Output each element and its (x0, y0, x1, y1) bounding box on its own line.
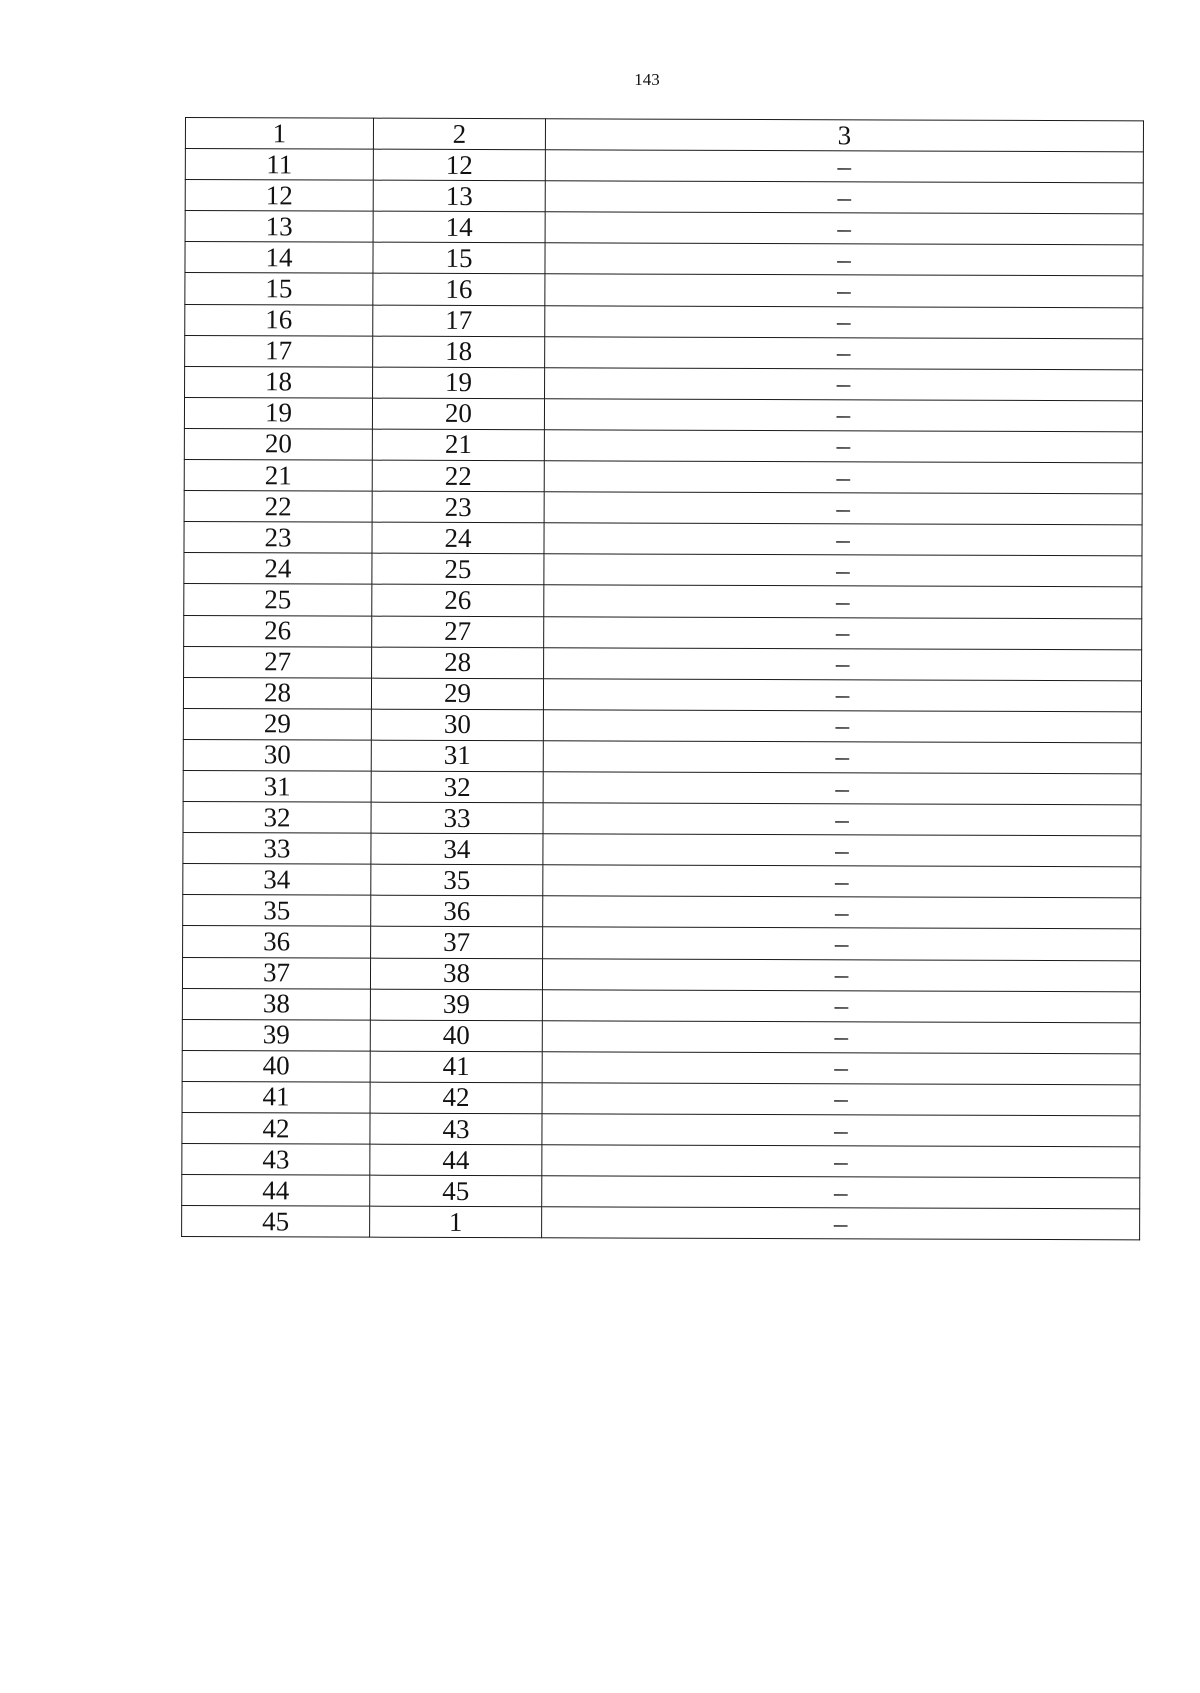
table-cell-col-1: 13 (185, 211, 373, 243)
table-row (185, 180, 1143, 214)
table-cell-col-1: 42 (182, 1112, 370, 1144)
table-row (182, 988, 1140, 1022)
table-cell-col-1: 23 (184, 522, 372, 554)
table-cell-col-1: 20 (184, 428, 372, 460)
table-cell-col-1: 44 (182, 1175, 370, 1207)
table-cell-col-2: 34 (371, 833, 543, 865)
table-cell-col-1: 21 (184, 460, 372, 492)
table-cell-col-3: – (542, 1176, 1140, 1209)
table-cell-col-3: – (544, 523, 1142, 556)
table-cell-col-1: 27 (184, 646, 372, 678)
table-cell-col-2: 32 (371, 771, 543, 803)
table-row (182, 1206, 1140, 1240)
table-cell-col-1: 45 (182, 1206, 370, 1238)
table-cell-col-3: – (544, 585, 1142, 618)
table-row (185, 366, 1143, 400)
table-cell-col-2: 26 (372, 585, 544, 617)
table-row (183, 802, 1141, 836)
table-cell-col-3: – (543, 772, 1141, 805)
table-row (182, 1112, 1140, 1146)
header-cell-col-3: 3 (545, 119, 1143, 152)
table-cell-col-3: – (543, 678, 1141, 711)
table-cell-col-2: 27 (372, 616, 544, 648)
table-cell-col-1: 14 (185, 242, 373, 274)
table-cell-col-2: 14 (373, 211, 545, 243)
table-cell-col-1: 35 (183, 895, 371, 927)
table-row (185, 242, 1143, 276)
table-cell-col-2: 36 (371, 895, 543, 927)
table-cell-col-2: 13 (373, 180, 545, 212)
table-cell-col-2: 35 (371, 864, 543, 896)
table-cell-col-1: 41 (182, 1081, 370, 1113)
table-row (182, 1144, 1140, 1178)
table-cell-col-2: 38 (370, 958, 542, 990)
table-cell-col-2: 28 (372, 647, 544, 679)
table-cell-col-3: – (543, 865, 1141, 898)
table-row (185, 149, 1143, 183)
table-cell-col-2: 12 (373, 149, 545, 181)
table-cell-col-1: 26 (184, 615, 372, 647)
table-cell-col-3: – (544, 461, 1142, 494)
table-cell-col-3: – (543, 896, 1141, 929)
table-row (184, 428, 1142, 462)
table-cell-col-3: – (545, 243, 1143, 276)
table-row (185, 273, 1143, 307)
table-cell-col-3: – (544, 616, 1142, 649)
table-row (184, 522, 1142, 556)
table-cell-col-3: – (545, 181, 1143, 214)
table-cell-col-2: 25 (372, 553, 544, 585)
table-cell-col-2: 30 (371, 709, 543, 741)
table-cell-col-2: 44 (370, 1144, 542, 1176)
table-cell-col-2: 24 (372, 522, 544, 554)
table-cell-col-1: 33 (183, 833, 371, 865)
table-cell-col-3: – (542, 1083, 1140, 1116)
table-cell-col-3: – (542, 1052, 1140, 1085)
table-cell-col-1: 18 (185, 366, 373, 398)
table-row (182, 1019, 1140, 1053)
data-table (181, 117, 1144, 1241)
table-row (184, 615, 1142, 649)
table-row (183, 739, 1141, 773)
table-cell-col-1: 38 (182, 988, 370, 1020)
table-cell-col-3: – (542, 1145, 1140, 1178)
table-cell-col-3: – (543, 834, 1141, 867)
table-cell-col-2: 42 (370, 1082, 542, 1114)
table-cell-col-3: – (542, 1207, 1140, 1240)
table-cell-col-1: 12 (185, 180, 373, 212)
table-cell-col-1: 22 (184, 491, 372, 523)
header-cell-col-2: 2 (373, 118, 545, 150)
table-cell-col-1: 15 (185, 273, 373, 305)
table-cell-col-1: 17 (185, 335, 373, 367)
table-cell-col-3: – (545, 305, 1143, 338)
table-cell-col-1: 43 (182, 1144, 370, 1176)
table-cell-col-1: 28 (183, 677, 371, 709)
table-cell-col-1: 34 (183, 864, 371, 896)
table-cell-col-1: 37 (182, 957, 370, 989)
table-row (182, 957, 1140, 991)
table-cell-col-3: – (545, 368, 1143, 401)
table-row (183, 926, 1141, 960)
table-row (185, 304, 1143, 338)
table-cell-col-3: – (545, 336, 1143, 369)
table-row (185, 335, 1143, 369)
table-row (183, 864, 1141, 898)
table-cell-col-1: 19 (184, 397, 372, 429)
table-cell-col-3: – (544, 430, 1142, 463)
header-cell-col-1: 1 (185, 118, 373, 150)
table-cell-col-2: 23 (372, 491, 544, 523)
table-cell-col-2: 18 (373, 336, 545, 368)
table-cell-col-1: 11 (185, 149, 373, 181)
table-row (184, 460, 1142, 494)
table-header-row (185, 118, 1143, 152)
table-cell-col-3: – (544, 492, 1142, 525)
table-cell-col-2: 17 (373, 305, 545, 337)
table-row (184, 491, 1142, 525)
table-row (183, 708, 1141, 742)
table-cell-col-3: – (545, 212, 1143, 245)
table-row (184, 584, 1142, 618)
table-cell-col-2: 41 (370, 1051, 542, 1083)
table-cell-col-1: 30 (183, 739, 371, 771)
table-cell-col-3: – (544, 647, 1142, 680)
table-row (182, 1175, 1140, 1209)
table-cell-col-2: 29 (371, 678, 543, 710)
table-row (184, 397, 1142, 431)
table-cell-col-2: 33 (371, 802, 543, 834)
table-cell-col-3: – (544, 399, 1142, 432)
table-row (185, 211, 1143, 245)
table-row (183, 833, 1141, 867)
table-cell-col-2: 43 (370, 1113, 542, 1145)
table-row (183, 677, 1141, 711)
table-row (184, 646, 1142, 680)
table-cell-col-3: – (543, 741, 1141, 774)
table-cell-col-1: 16 (185, 304, 373, 336)
table-cell-col-3: – (542, 1114, 1140, 1147)
table-cell-col-2: 20 (372, 398, 544, 430)
table-cell-col-2: 22 (372, 460, 544, 492)
table-row (184, 553, 1142, 587)
table-cell-col-3: – (544, 554, 1142, 587)
table-cell-col-3: – (545, 150, 1143, 183)
page-number: 143 (634, 70, 660, 89)
table-cell-col-1: 24 (184, 553, 372, 585)
table-cell-col-1: 40 (182, 1050, 370, 1082)
table-cell-col-1: 31 (183, 770, 371, 802)
table-cell-col-1: 29 (183, 708, 371, 740)
table-cell-col-2: 19 (373, 367, 545, 399)
table-row (182, 1081, 1140, 1115)
table-row (183, 770, 1141, 804)
table-cell-col-3: – (542, 1020, 1140, 1053)
table-cell-col-2: 31 (371, 740, 543, 772)
table-cell-col-1: 32 (183, 802, 371, 834)
table-cell-col-3: – (542, 958, 1140, 991)
table-cell-col-1: 36 (183, 926, 371, 958)
table-cell-col-3: – (545, 274, 1143, 307)
table-cell-col-2: 45 (370, 1175, 542, 1207)
table-cell-col-2: 15 (373, 243, 545, 275)
table-cell-col-2: 1 (370, 1206, 542, 1238)
table-cell-col-3: – (542, 989, 1140, 1022)
table-cell-col-1: 39 (182, 1019, 370, 1051)
table-cell-col-2: 21 (372, 429, 544, 461)
table-cell-col-2: 39 (370, 989, 542, 1021)
table-row (183, 895, 1141, 929)
table-body (182, 118, 1144, 1241)
table-cell-col-2: 37 (371, 927, 543, 959)
table-cell-col-3: – (543, 927, 1141, 960)
table-cell-col-3: – (543, 710, 1141, 743)
table-cell-col-2: 40 (370, 1020, 542, 1052)
table-cell-col-3: – (543, 803, 1141, 836)
table-cell-col-2: 16 (373, 274, 545, 306)
table-row (182, 1050, 1140, 1084)
table-cell-col-1: 25 (184, 584, 372, 616)
